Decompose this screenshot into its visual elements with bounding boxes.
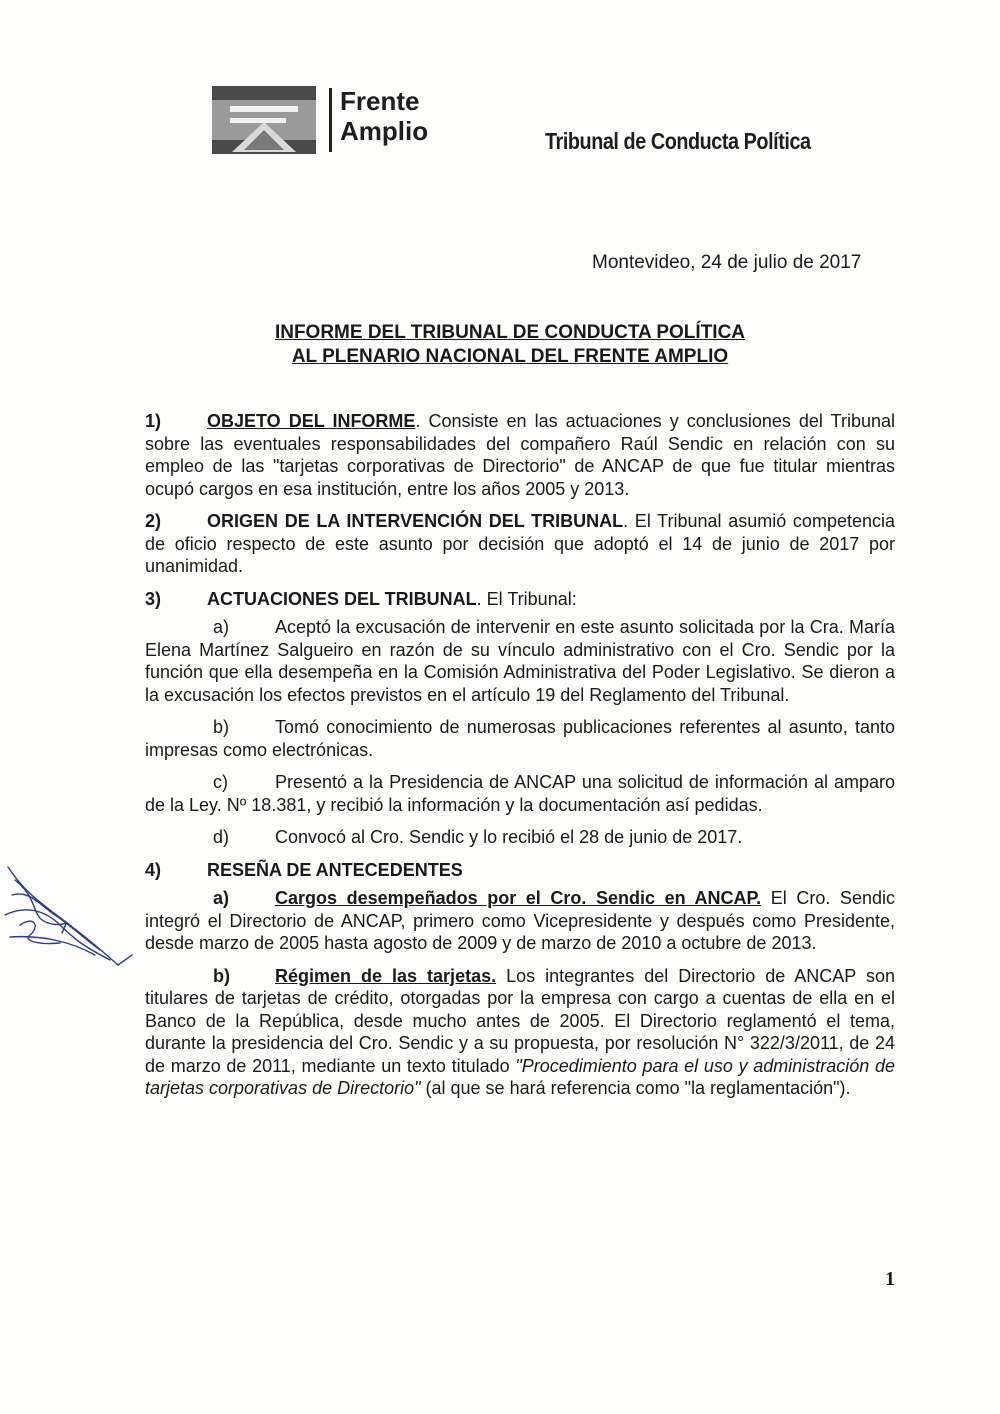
section-heading: ACTUACIONES DEL TRIBUNAL xyxy=(207,588,477,609)
item-label: d) xyxy=(213,827,230,847)
section-heading: ORIGEN DE LA INTERVENCIÓN DEL TRIBUNAL xyxy=(207,511,624,531)
document-date: Montevideo, 24 de julio de 2017 xyxy=(592,252,862,273)
logo-line-frente: Frente xyxy=(340,86,420,116)
item-text: Tomó conocimiento de numerosas publicaciones referentes al asunto, tanto impresas como electrónicas. xyxy=(145,717,895,760)
section-text: . El Tribunal: xyxy=(476,588,577,609)
section-heading: OBJETO DEL INFORME xyxy=(207,411,416,431)
item-3a xyxy=(145,616,895,706)
section-heading: RESEÑA DE ANTECEDENTES xyxy=(207,859,463,880)
page-number: 1 xyxy=(885,1268,895,1290)
section-1 xyxy=(145,410,895,500)
logo-line-amplio: Amplio xyxy=(340,116,429,146)
section-number: 2) xyxy=(145,511,162,531)
report-title-line-2: AL PLENARIO NACIONAL DEL FRENTE AMPLIO xyxy=(291,346,729,367)
item-3d xyxy=(145,826,895,849)
section-text: . El Tribunal asumió competencia de oficio respecto de este asunto por decisión que adoptó el 14 de junio de 2017 por unanimidad. xyxy=(145,511,895,576)
item-3c xyxy=(145,771,895,816)
item-label: a) xyxy=(213,617,230,637)
document-body xyxy=(145,410,895,1110)
item-heading: Régimen de las tarjetas. xyxy=(275,965,497,986)
frente-amplio-logo-icon xyxy=(212,86,316,154)
section-number: 4) xyxy=(145,859,162,880)
tribunal-heading: Tribunal de Conducta Política xyxy=(545,128,811,154)
logo-divider xyxy=(329,88,332,152)
item-label: a) xyxy=(213,888,230,908)
section-number: 1) xyxy=(145,411,162,431)
section-number: 3) xyxy=(145,588,162,609)
item-text: Los integrantes del Directorio de ANCAP son titulares de tarjetas de crédito, otorgadas por la empresa con cargo a cuentas de ella en el Banco de la República, desde mucho antes de 2005. El Directorio reglamentó el tema, durante la presidencia del Cro. Sendic y a su propuesta, por resolución N° 322/3/2011, de 24 de marzo de 2011, mediante un texto titulado xyxy=(145,965,895,1076)
item-4a xyxy=(145,887,895,955)
section-2 xyxy=(145,510,895,578)
item-text: Presentó a la Presidencia de ANCAP una solicitud de información al amparo de la Ley. Nº 18.381, y recibió la información y la documentación así pedidas. xyxy=(145,772,895,815)
item-text: Convocó al Cro. Sendic y lo recibió el 28 de junio de 2017. xyxy=(275,827,743,847)
item-label: b) xyxy=(213,717,230,737)
item-text: El Cro. Sendic integró el Directorio de ANCAP, primero como Vicepresidente y después como Presidente, desde marzo de 2005 hasta agosto de 2009 y de marzo de 2010 a octubre de 2013. xyxy=(145,888,895,953)
item-text: Aceptó la excusación de intervenir en este asunto solicitada por la Cra. María Elena Martínez Salgueiro en razón de su vínculo administrativo con el Cro. Sendic por la función que ella desempeña en la Comisión Administrativa del Poder Legislativo. Se dieron a la excusación los efectos previstos en el artículo 19 del Reglamento del Tribunal. xyxy=(145,617,895,705)
item-3b xyxy=(145,716,895,761)
handwritten-initials-icon xyxy=(0,855,150,975)
section-4 xyxy=(145,859,895,882)
item-label: c) xyxy=(213,772,228,792)
item-heading: Cargos desempeñados por el Cro. Sendic en ANCAP. xyxy=(275,888,762,908)
item-label: b) xyxy=(213,965,230,986)
logo-text xyxy=(340,86,428,146)
item-text-end: (al que se hará referencia como "la reglamentación"). xyxy=(420,1078,851,1098)
report-title-line-1: INFORME DEL TRIBUNAL DE CONDUCTA POLÍTICA xyxy=(274,322,746,343)
section-3 xyxy=(145,588,895,611)
item-4b xyxy=(145,965,895,1100)
section-text: . Consiste en las actuaciones y conclusiones del Tribunal sobre las eventuales responsabilidades del compañero Raúl Sendic en relación con su empleo de las "tarjetas corporativas de Directorio" de ANCAP de que fue titular mientras ocupó cargos en esa institución, entre los años 2005 y 2013. xyxy=(145,411,895,499)
item-text-italic: "Procedimiento para el uso y administración de tarjetas corporativas de Directorio" xyxy=(145,1055,895,1098)
